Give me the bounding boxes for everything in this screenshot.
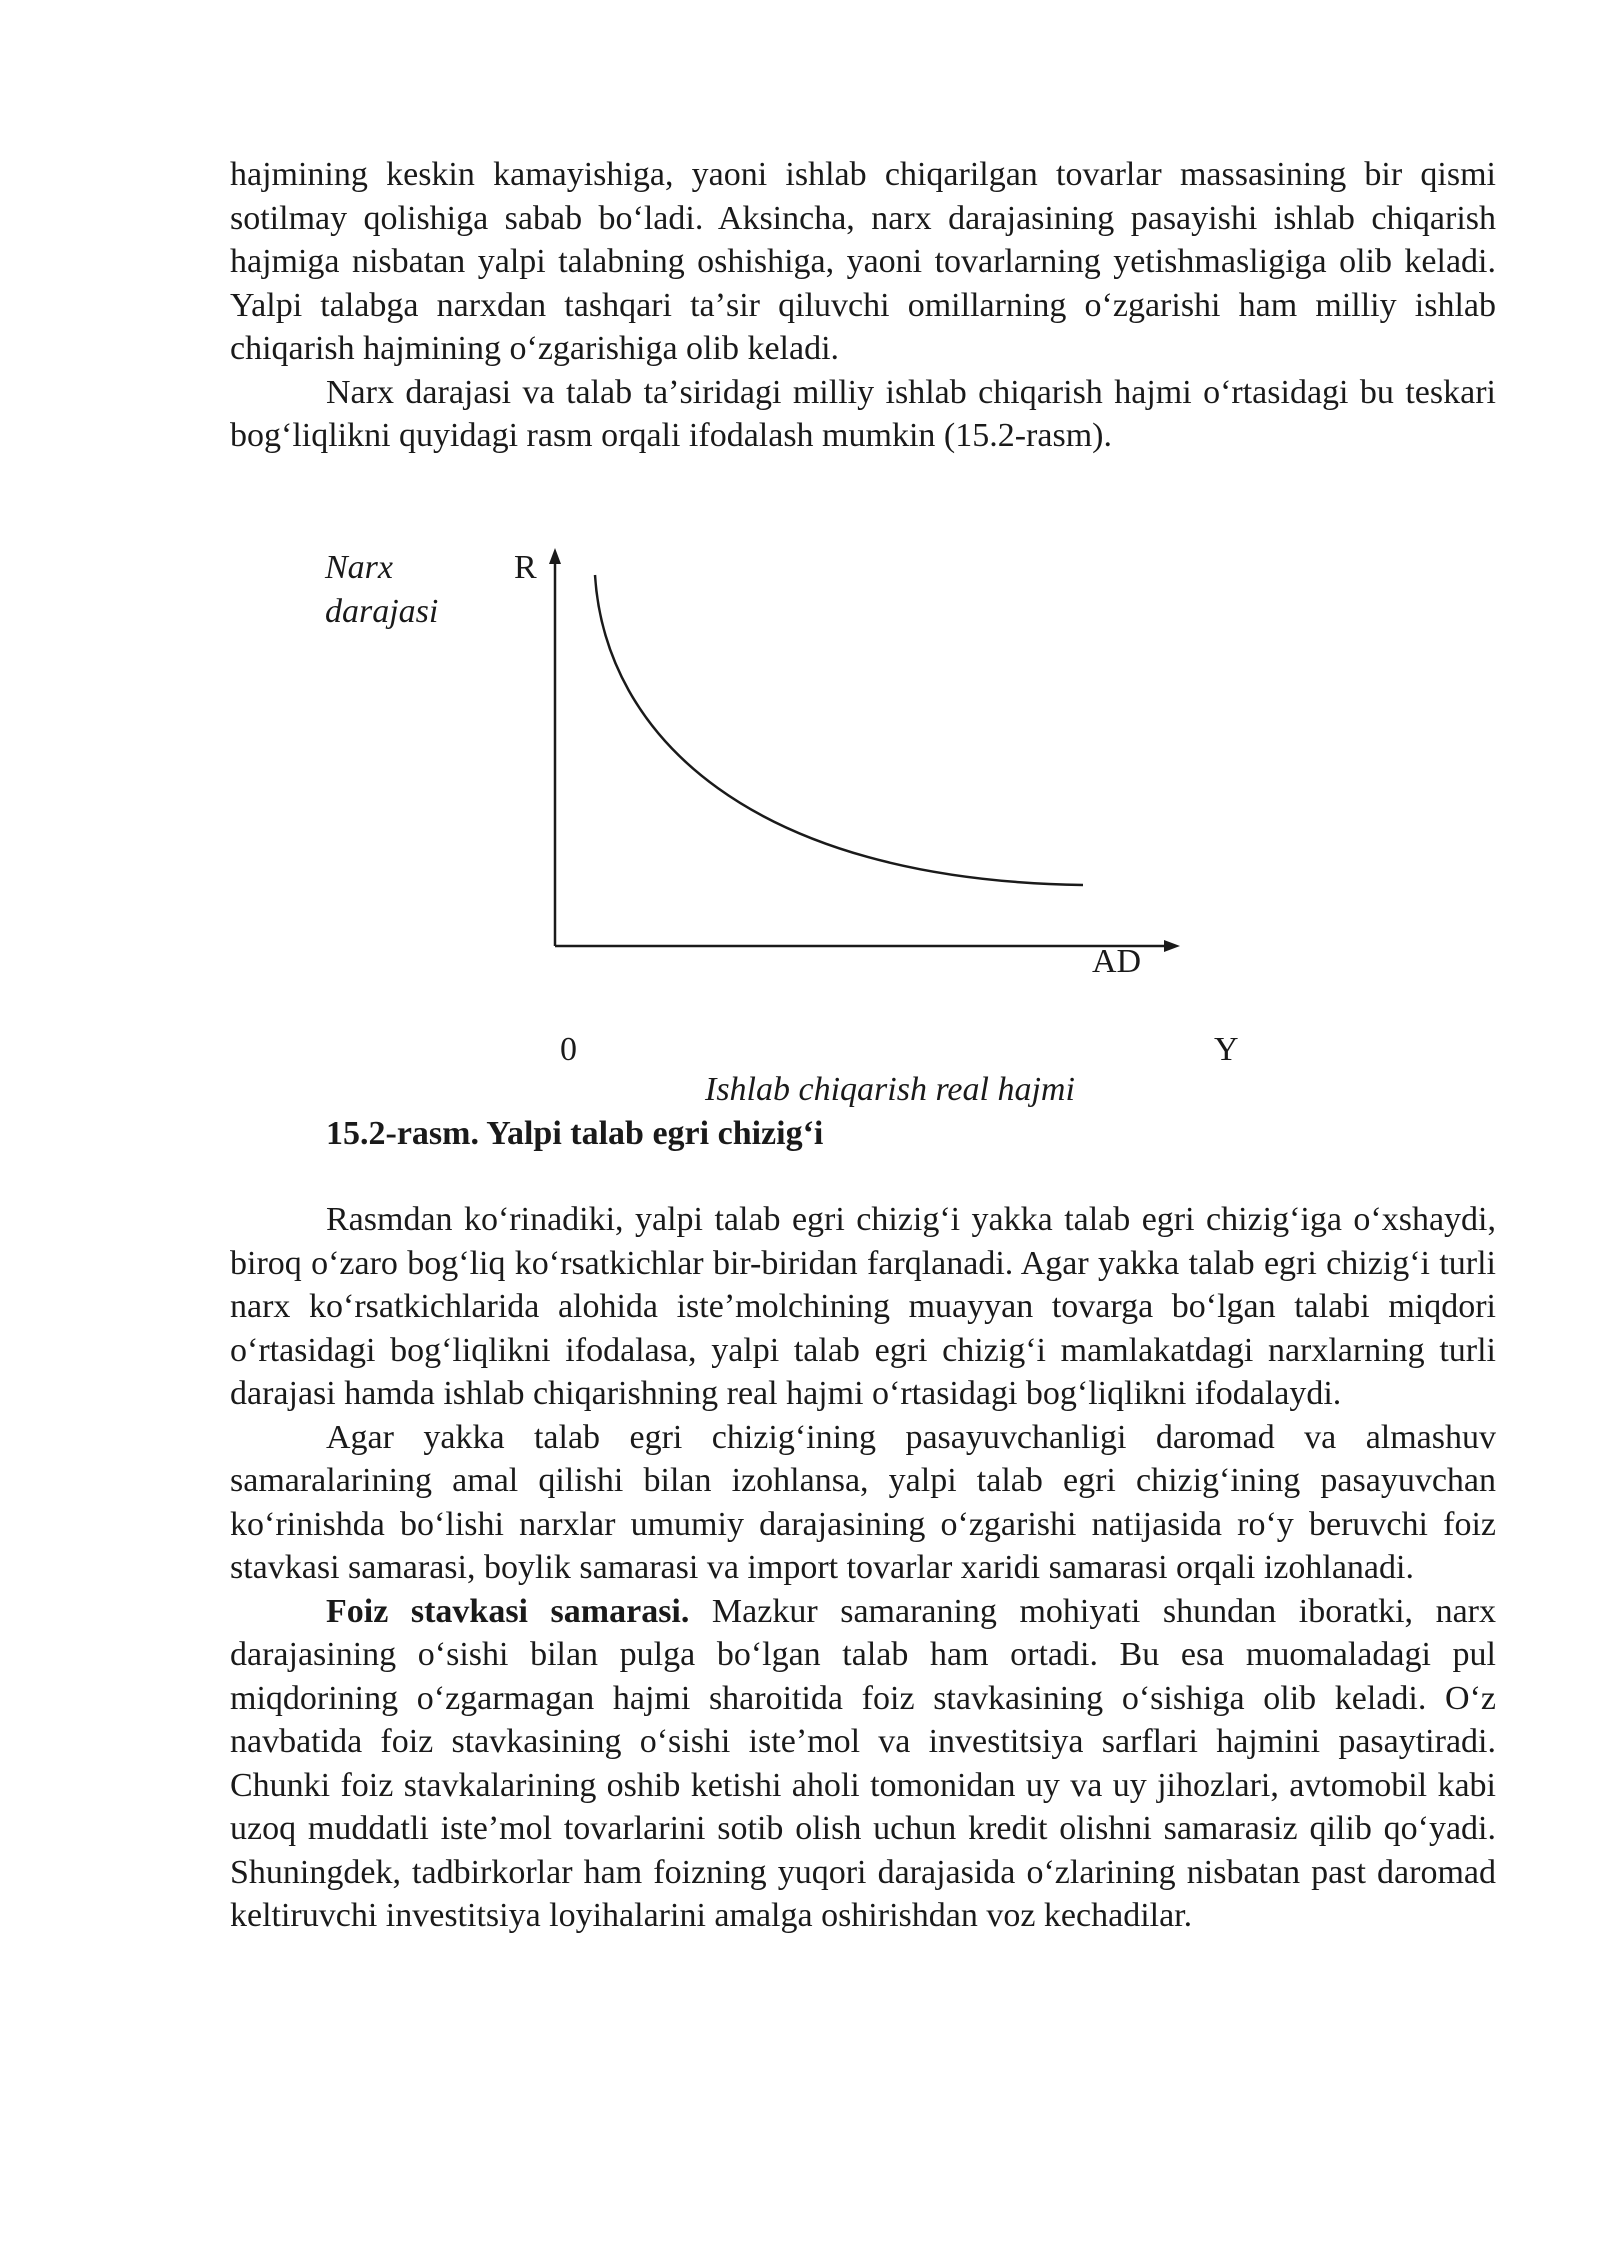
x-axis-label: Ishlab chiqarish real hajmi [705, 1071, 1075, 1108]
bottom-text-block [230, 1198, 1496, 1938]
paragraph [230, 1590, 1496, 1938]
y-axis-label-line1: Narx [325, 549, 393, 586]
aggregate-demand-curve [595, 575, 1083, 885]
y-axis-symbol: R [514, 549, 537, 586]
paragraph: Rasmdan koʻrinadiki, yalpi talab egri chizigʻi yakka talab egri chizigʻiga oʻxshaydi, biroq oʻzaro bogʻliq koʻrsatkichlar bir-biridan farqlanadi. Agar yakka talab egri chizigʻi turli narx koʻrsatkichlarida alohida isteʼmolchining muayyan tovarga boʻlgan talabi miqdori oʻrtasidagi bogʻliqlikni ifodalasa, yalpi talab egri chizigʻi mamlakatdagi narxlarning turli darajasi hamda ishlab chiqarishning real hajmi oʻrtasidagi bogʻliqlikni ifodalaydi. [230, 1201, 1496, 1412]
y-axis-label-line2: darajasi [325, 593, 439, 630]
paragraph-bold-lead: Foiz stavkasi samarasi. [326, 1592, 690, 1630]
paragraph-body: Mazkur samaraning mohiyati shundan iboratki, narx darajasining oʻsishi bilan pulga boʻlgan talab ham ortadi. Bu esa muomaladagi pul miqdorining oʻzgarmagan hajmi sharoitida foiz stavkasining oʻsishiga olib keladi. Oʻz navbatida foiz stavkasining oʻsishi isteʼmol va investitsiya sarflari hajmini pasaytiradi. Chunki foiz stavkalarining oshib ketishi aholi tomonidan uy va uy jihozlari, avtomobil kabi uzoq muddatli isteʼmol tovarlarini sotib olish uchun kredit olishni samarasiz qilib qoʻyadi. Shuningdek, tadbirkorlar ham foizning yuqori darajasida oʻzlarining nisbatan past daromad keltiruvchi investitsiya loyihalarini amalga oshirishdan voz kechadilar. [230, 1592, 1496, 1934]
y-axis-arrowhead [549, 548, 561, 564]
x-axis-symbol: Y [1214, 1031, 1239, 1068]
x-axis-arrowhead [1164, 940, 1180, 952]
curve-label: AD [1092, 943, 1142, 980]
paragraph: hajmining keskin kamayishiga, yaoni ishlab chiqarilgan tovarlar massasining bir qismi sotilmay qolishiga sabab boʻladi. Aksincha, narx darajasining pasayishi ishlab chiqarish hajmiga nisbatan yalpi talabning oshishiga, yaoni tovarlarning yetishmasligiga olib keladi. Yalpi talabga narxdan tashqari taʼsir qiluvchi omillarning oʻzgarishi ham milliy ishlab chiqarish hajmining oʻzgarishiga olib keladi. [230, 156, 1496, 367]
figure-caption: 15.2-rasm. Yalpi talab egri chizigʻi [326, 1115, 824, 1152]
paragraph: Agar yakka talab egri chizigʻining pasayuvchanligi daromad va almashuv samaralarining amal qilishi bilan izohlansa, yalpi talab egri chizigʻining pasayuvchan koʻrinishda boʻlishi narxlar umumiy darajasining oʻzgarishi natijasida roʻy beruvchi foiz stavkasi samarasi, boylik samarasi va import tovarlar xaridi samarasi orqali izohlanadi. [230, 1418, 1496, 1586]
paragraph: Narx darajasi va talab taʼsiridagi milliy ishlab chiqarish hajmi oʻrtasidagi bu teskari bogʻliqlikni quyidagi rasm orqali ifodalash mumkin (15.2-rasm). [230, 373, 1496, 454]
origin-label: 0 [560, 1031, 577, 1068]
